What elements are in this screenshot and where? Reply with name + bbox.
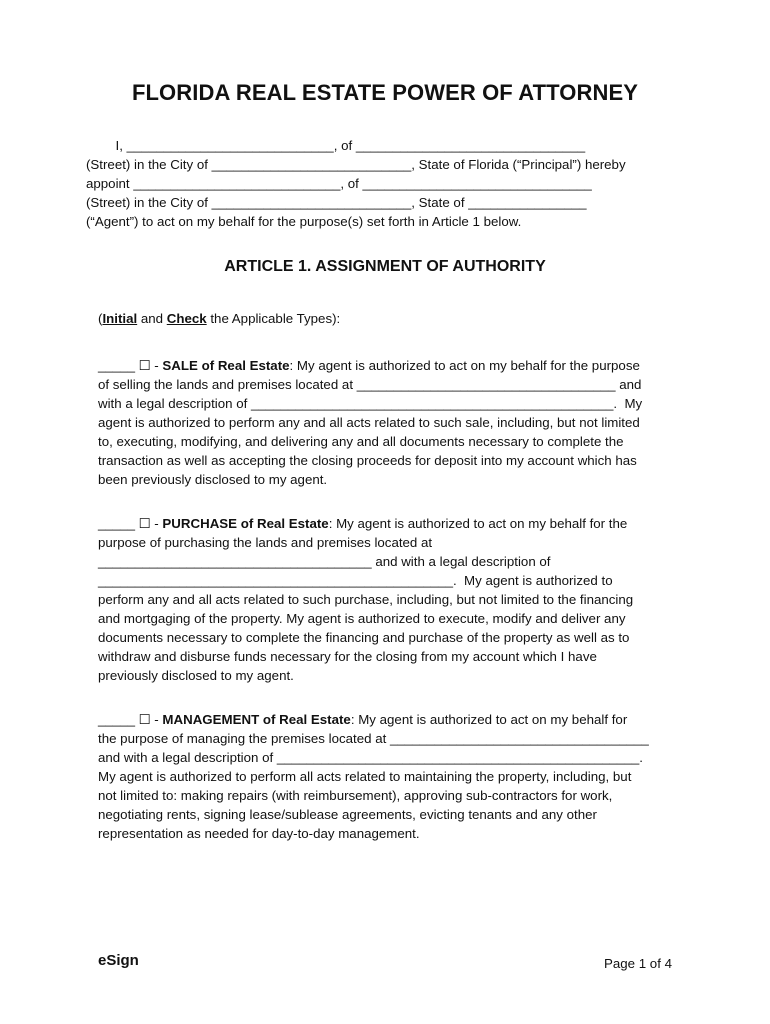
purchase-line: and mortgaging of the property. My agent is authorized to execute, modify and deliver any — [98, 611, 626, 626]
sale-line: of selling the lands and premises located at ___________________________________ and — [98, 377, 642, 392]
intro-line-2: (Street) in the City of ___________________________, State of Florida (“Principal”) hereby — [86, 157, 626, 172]
purchase-line: documents necessary to complete the financing and purchase of the property as well as to — [98, 630, 630, 645]
purchase-first-line — [98, 514, 627, 533]
instructions-initial: Initial — [102, 311, 138, 326]
management-line: and with a legal description of _________________________________________________. — [98, 750, 643, 765]
purchase-checkbox[interactable]: _____ ☐ - — [98, 516, 163, 531]
management-line: not limited to: making repairs (with reimbursement), approving sub-contractors for work, — [98, 788, 613, 803]
management-first-line — [98, 710, 627, 729]
sale-line: to, executing, modifying, and delivering any and all documents necessary to complete the — [98, 434, 624, 449]
instructions — [98, 309, 340, 328]
intro-line-1: I, ____________________________, of _______________________________ — [86, 138, 586, 153]
intro-line-3: appoint ____________________________, of _______________________________ — [86, 176, 592, 191]
sale-line: been previously disclosed to my agent. — [98, 472, 328, 487]
purchase-line: purpose of purchasing the lands and premises located at — [98, 535, 433, 550]
sale-first-line — [98, 356, 640, 375]
article-heading: ARTICLE 1. ASSIGNMENT OF AUTHORITY — [224, 258, 546, 275]
sale-label: SALE of Real Estate — [162, 358, 290, 373]
purchase-line: withdraw and disburse funds necessary for the closing from my account which I have — [98, 649, 597, 664]
document-title: FLORIDA REAL ESTATE POWER OF ATTORNEY — [131, 80, 639, 105]
instructions-rest: the Applicable Types): — [206, 311, 341, 326]
sale-first-rest: : My agent is authorized to act on my behalf for the purpose — [289, 358, 640, 373]
management-line: the purpose of managing the premises located at ___________________________________ — [98, 731, 649, 746]
esign-logo: eSign — [98, 952, 139, 969]
intro-line-4: (Street) in the City of ___________________________, State of ________________ — [86, 195, 587, 210]
page-number: Page 1 of 4 — [603, 956, 672, 971]
instructions-check: Check — [166, 311, 207, 326]
management-label: MANAGEMENT of Real Estate — [162, 712, 351, 727]
intro-line-5: (“Agent”) to act on my behalf for the purpose(s) set forth in Article 1 below. — [86, 214, 522, 229]
purchase-line: previously disclosed to my agent. — [98, 668, 294, 683]
purchase-first-rest: : My agent is authorized to act on my behalf for the — [328, 516, 628, 531]
management-checkbox[interactable]: _____ ☐ - — [98, 712, 163, 727]
sale-line: transaction as well as accepting the closing proceeds for deposit into my account which has — [98, 453, 637, 468]
management-line: My agent is authorized to perform all acts related to maintaining the property, including, but — [98, 769, 632, 784]
management-line: negotiating rents, signing lease/sublease agreements, evicting tenants and any other — [98, 807, 597, 822]
purchase-line: perform any and all acts related to such purchase, including, but not limited to the financing — [98, 592, 634, 607]
purchase-line: _____________________________________ and with a legal description of — [98, 554, 551, 569]
sale-line: with a legal description of _________________________________________________. My — [98, 396, 643, 411]
purchase-label: PURCHASE of Real Estate — [162, 516, 329, 531]
management-first-rest: : My agent is authorized to act on my behalf for — [350, 712, 628, 727]
sale-checkbox[interactable]: _____ ☐ - — [98, 358, 163, 373]
sale-line: agent is authorized to perform any and all acts related to such sale, including, but not limited — [98, 415, 640, 430]
instructions-and: and — [137, 311, 167, 326]
purchase-line: ________________________________________________. My agent is authorized to — [98, 573, 613, 588]
instructions-open: ( — [98, 311, 103, 326]
management-line: representation as needed for day-to-day management. — [98, 826, 420, 841]
